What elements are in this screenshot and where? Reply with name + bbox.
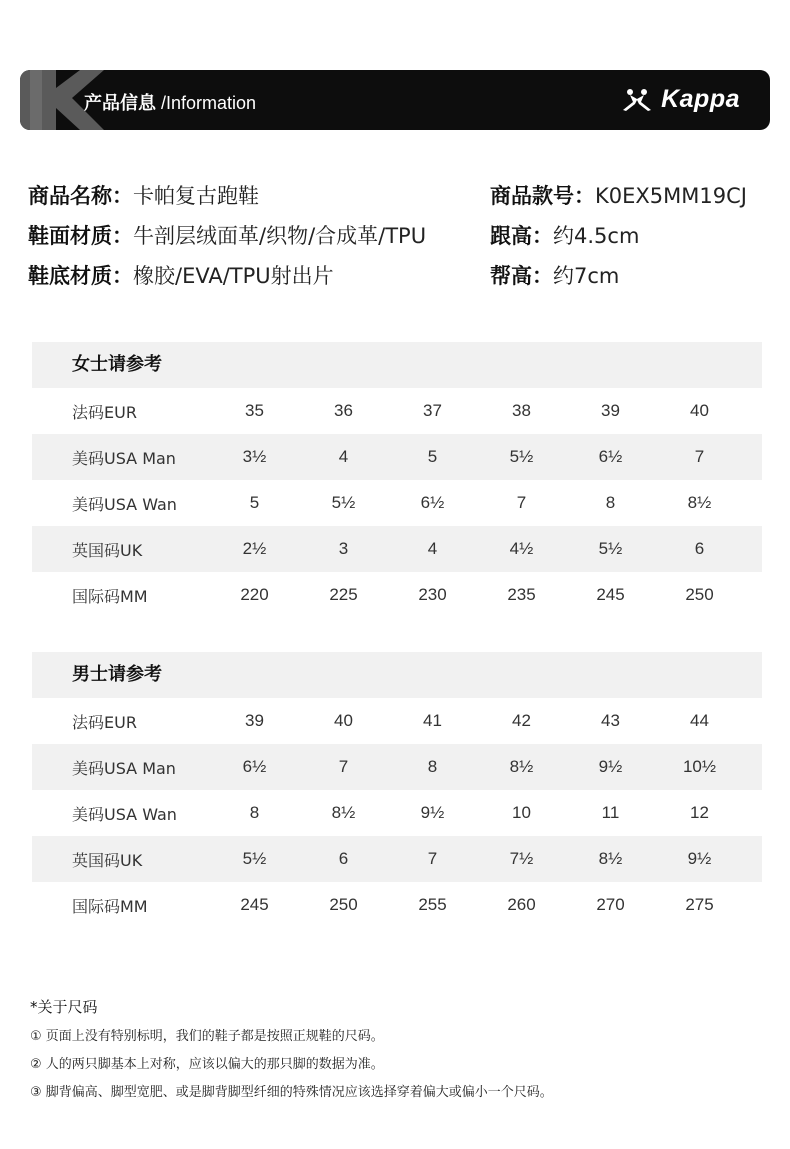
size-cell: 39: [601, 401, 620, 420]
size-cell: 11: [601, 803, 620, 822]
size-notes-title: *关于尺码: [30, 998, 98, 1016]
kappa-omini-logo-icon: [619, 88, 655, 112]
size-cell: 36: [334, 401, 353, 420]
size-cell: 2½: [242, 539, 267, 558]
size-cell: 9½: [420, 803, 445, 822]
size-cell: 5½: [598, 539, 623, 558]
style-number: [490, 180, 747, 210]
product-name-value: 卡帕复古跑鞋: [133, 184, 259, 208]
upper-material-label: 鞋面材质：: [28, 224, 133, 248]
banner-title-cn: 产品信息: [84, 93, 156, 114]
size-cell: 270: [596, 895, 625, 914]
size-row-label: 国际码MM: [72, 896, 148, 916]
size-row-uk: [32, 836, 762, 882]
size-cell: 255: [418, 895, 447, 914]
size-cell: 43: [601, 711, 620, 730]
men-size-table: [32, 652, 762, 928]
sole-material-label: 鞋底材质：: [28, 264, 133, 288]
size-cell: 5½: [242, 849, 267, 868]
header-banner: [20, 70, 770, 130]
heel-height-label: 跟高：: [490, 224, 553, 248]
size-cell: 6½: [598, 447, 623, 466]
brand-name: Kappa: [661, 85, 740, 113]
size-row-usa-wan: [32, 790, 762, 836]
size-row-label: 法码EUR: [72, 402, 137, 422]
info-row: [28, 220, 768, 260]
size-row-usa-wan: [32, 480, 762, 526]
size-cell: 7: [427, 849, 438, 868]
size-row-eur: [32, 388, 762, 434]
size-row-label: 美码USA Wan: [72, 494, 177, 514]
size-row-label: 国际码MM: [72, 586, 148, 606]
collar-height-value: 约7cm: [553, 264, 620, 288]
size-cell: 250: [685, 585, 714, 604]
size-cell: 5½: [331, 493, 356, 512]
size-cell: 6½: [420, 493, 445, 512]
size-cell: 10: [512, 803, 531, 822]
size-cell: 38: [512, 401, 531, 420]
size-cell: 8: [249, 803, 260, 822]
size-row-mm: [32, 882, 762, 928]
info-row: [28, 180, 768, 220]
size-cell: 235: [507, 585, 536, 604]
size-cell: 8½: [509, 757, 534, 776]
women-table-title: 女士请参考: [32, 342, 762, 388]
men-table-title: 男士请参考: [32, 652, 762, 698]
size-cell: 5: [249, 493, 260, 512]
heel-height: [490, 220, 639, 250]
size-row-label: 美码USA Man: [72, 758, 176, 778]
size-cell: 230: [418, 585, 447, 604]
size-cell: 260: [507, 895, 536, 914]
size-cell: 8: [427, 757, 438, 776]
size-cell: 5: [427, 447, 438, 466]
size-notes: [30, 996, 770, 1111]
style-number-value: K0EX5MM19CJ: [595, 184, 747, 208]
size-cell: 8½: [687, 493, 712, 512]
banner-title: [84, 89, 256, 115]
size-cell: 8: [605, 493, 616, 512]
sole-material-value: 橡胶/EVA/TPU射出片: [133, 264, 334, 288]
size-row-usa-man: [32, 434, 762, 480]
size-cell: 220: [240, 585, 269, 604]
size-cell: 245: [240, 895, 269, 914]
size-row-mm: [32, 572, 762, 618]
sole-material: [28, 260, 334, 290]
size-cell: 4: [338, 447, 349, 466]
heel-height-value: 约4.5cm: [553, 224, 640, 248]
size-cell: 40: [690, 401, 709, 420]
size-row-uk: [32, 526, 762, 572]
size-cell: 5½: [509, 447, 534, 466]
size-cell: 4: [427, 539, 438, 558]
size-cell: 7½: [509, 849, 534, 868]
banner-title-en: /Information: [156, 93, 257, 113]
size-cell: 12: [690, 803, 709, 822]
size-cell: 8½: [331, 803, 356, 822]
size-cell: 10½: [682, 757, 717, 776]
size-cell: 275: [685, 895, 714, 914]
size-note: ① 页面上没有特别标明，我们的鞋子都是按照正规鞋的尺码。: [30, 1029, 384, 1044]
size-cell: 245: [596, 585, 625, 604]
size-row-eur: [32, 698, 762, 744]
size-cell: 3: [338, 539, 349, 558]
size-cell: 250: [329, 895, 358, 914]
size-row-label: 美码USA Man: [72, 448, 176, 468]
collar-height-label: 帮高：: [490, 264, 553, 288]
size-cell: 44: [690, 711, 709, 730]
brand-logo: [619, 85, 740, 114]
size-cell: 7: [694, 447, 705, 466]
product-name: [28, 180, 259, 210]
size-row-label: 英国码UK: [72, 850, 143, 870]
size-row-usa-man: [32, 744, 762, 790]
size-cell: 9½: [687, 849, 712, 868]
size-cell: 41: [423, 711, 442, 730]
size-cell: 6: [694, 539, 705, 558]
size-cell: 4½: [509, 539, 534, 558]
upper-material: [28, 220, 426, 250]
info-row: [28, 260, 768, 300]
size-cell: 9½: [598, 757, 623, 776]
product-info: [28, 180, 768, 300]
size-note: ③ 脚背偏高、脚型宽肥、或是脚背脚型纤细的特殊情况应该选择穿着偏大或偏小一个尺码。: [30, 1085, 553, 1100]
size-cell: 40: [334, 711, 353, 730]
size-cell: 6: [338, 849, 349, 868]
size-cell: 7: [516, 493, 527, 512]
collar-height: [490, 260, 619, 290]
size-cell: 8½: [598, 849, 623, 868]
size-cell: 42: [512, 711, 531, 730]
size-cell: 7: [338, 757, 349, 776]
product-name-label: 商品名称：: [28, 184, 133, 208]
women-size-table: [32, 342, 762, 618]
size-cell: 37: [423, 401, 442, 420]
size-row-label: 法码EUR: [72, 712, 137, 732]
size-cell: 6½: [242, 757, 267, 776]
size-cell: 39: [245, 711, 264, 730]
style-number-label: 商品款号：: [490, 184, 595, 208]
size-row-label: 美码USA Wan: [72, 804, 177, 824]
size-note: ② 人的两只脚基本上对称，应该以偏大的那只脚的数据为准。: [30, 1057, 384, 1072]
size-cell: 225: [329, 585, 358, 604]
upper-material-value: 牛剖层绒面革/织物/合成革/TPU: [133, 224, 427, 248]
size-row-label: 英国码UK: [72, 540, 143, 560]
size-cell: 35: [245, 401, 264, 420]
size-cell: 3½: [242, 447, 267, 466]
